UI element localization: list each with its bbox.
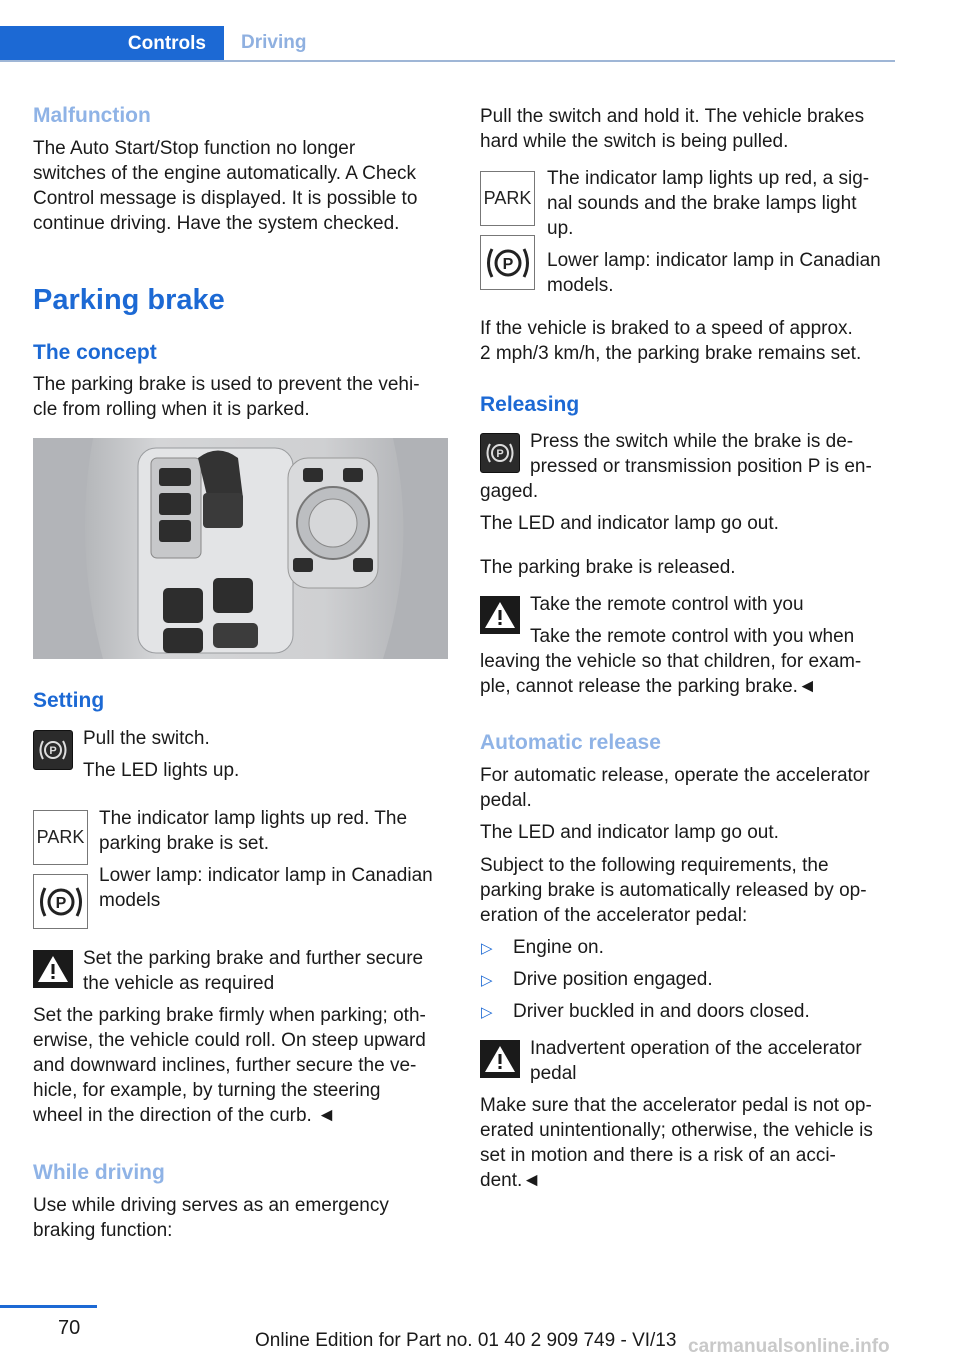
bullet-marker: ▷: [481, 1004, 493, 1021]
lower-lamp-line: Lower lamp: indicator lamp in Canadian: [99, 865, 433, 886]
warning-icon: [480, 596, 520, 634]
inadvertent-body-line: set in motion and there is a risk of an acci-: [480, 1145, 836, 1166]
auto-release-line: For automatic release, operate the accelerator: [480, 765, 870, 786]
svg-text:P: P: [55, 894, 66, 912]
releasing-line: gaged.: [480, 481, 539, 502]
indicator-line: up.: [547, 218, 574, 239]
warning-body-line: Set the parking brake firmly when parking; oth-: [33, 1005, 426, 1026]
inadvertent-body-line: Make sure that the accelerator pedal is not op-: [480, 1095, 872, 1116]
inadvertent-body-line: erated unintentionally; otherwise, the vehicle is: [480, 1120, 873, 1141]
led-out-text-2: The LED and indicator lamp go out.: [480, 822, 779, 843]
svg-text:P: P: [49, 745, 57, 757]
tab-controls[interactable]: Controls: [0, 26, 224, 62]
setting-pull-text: Pull the switch.: [83, 728, 210, 749]
concept-line: cle from rolling when it is parked.: [33, 399, 310, 420]
bullet-marker: ▷: [481, 940, 493, 957]
indicator-line: nal sounds and the brake lamps light: [547, 193, 857, 214]
watermark: carmanualsonline.info: [688, 1336, 890, 1357]
remote-line: ple, cannot release the parking brake.◄: [480, 676, 817, 697]
indicator-line: The indicator lamp lights up red, a sig-: [547, 168, 870, 189]
speed-line: 2 mph/3 km/h, the parking brake remains set.: [480, 343, 862, 364]
requirements-line: parking brake is automatically released by op-: [480, 880, 867, 901]
svg-text:P: P: [496, 448, 504, 460]
malfunction-line: Control message is displayed. It is possible to: [33, 188, 418, 209]
p-circle-lamp-icon: [33, 874, 88, 929]
inadvertent-title-line: pedal: [530, 1063, 577, 1084]
lower-lamp-line: models: [99, 890, 161, 911]
auto-release-line: pedal.: [480, 790, 532, 811]
setting-led-text: The LED lights up.: [83, 760, 240, 781]
p-circle-lamp-icon: [480, 235, 535, 290]
edition-info: Online Edition for Part no. 01 40 2 909 749 - VI/13: [255, 1330, 677, 1351]
indicator-line: The indicator lamp lights up red. The: [99, 808, 408, 829]
warning-title-line: the vehicle as required: [83, 973, 275, 994]
requirements-line: eration of the accelerator pedal:: [480, 905, 748, 926]
warning-title-line: Set the parking brake and further secure: [83, 948, 424, 969]
remote-line: Take the remote control with you when: [530, 626, 855, 647]
warning-icon: [480, 1040, 520, 1078]
list-item: Drive position engaged.: [513, 969, 713, 990]
list-item: Engine on.: [513, 937, 604, 958]
page-number: 70: [58, 1317, 81, 1339]
malfunction-line: continue driving. Have the system checked.: [33, 213, 400, 234]
park-indicator-lamp-icon: PARK: [33, 810, 88, 865]
warning-body-line: and downward inclines, further secure the ve-: [33, 1055, 417, 1076]
inadvertent-title-line: Inadvertent operation of the accelerator: [530, 1038, 862, 1059]
setting-heading: Setting: [33, 689, 105, 712]
malfunction-line: switches of the engine automatically. A Check: [33, 163, 417, 184]
svg-text:P: P: [502, 255, 513, 273]
releasing-heading: Releasing: [480, 393, 580, 416]
parking-brake-switch-icon: [33, 730, 73, 770]
releasing-line: Press the switch while the brake is de-: [530, 431, 854, 452]
pull-hold-line: Pull the switch and hold it. The vehicle brakes: [480, 106, 865, 127]
pull-hold-line: hard while the switch is being pulled.: [480, 131, 789, 152]
warning-body-line: wheel in the direction of the curb. ◄: [33, 1105, 336, 1126]
while-driving-line: braking function:: [33, 1220, 173, 1241]
chapter-header: [0, 26, 895, 62]
warning-body-line: hicle, for example, by turning the steering: [33, 1080, 381, 1101]
section-title: Parking brake: [33, 284, 225, 316]
speed-line: If the vehicle is braked to a speed of approx.: [480, 318, 853, 339]
releasing-line: pressed or transmission position P is en-: [530, 456, 872, 477]
footer-rule: [0, 1305, 97, 1308]
parking-brake-switch-icon: [480, 433, 520, 473]
concept-line: The parking brake is used to prevent the vehi-: [33, 374, 420, 395]
list-item: Driver buckled in and doors closed.: [513, 1001, 810, 1022]
header-rule: [0, 60, 895, 62]
warning-body-line: erwise, the vehicle could roll. On steep upward: [33, 1030, 426, 1051]
indicator-line: parking brake is set.: [99, 833, 270, 854]
malfunction-line: The Auto Start/Stop function no longer: [33, 138, 356, 159]
while-driving-heading: While driving: [33, 1161, 165, 1184]
warning-icon: [33, 950, 73, 988]
bullet-marker: ▷: [481, 972, 493, 989]
led-out-text: The LED and indicator lamp go out.: [480, 513, 779, 534]
while-driving-line: Use while driving serves as an emergency: [33, 1195, 389, 1216]
park-indicator-lamp-icon: PARK: [480, 171, 535, 226]
requirements-line: Subject to the following requirements, the: [480, 855, 829, 876]
concept-heading: The concept: [33, 341, 157, 364]
malfunction-heading: Malfunction: [33, 104, 151, 127]
lower-lamp-line: models.: [547, 275, 614, 296]
inadvertent-body-line: dent.◄: [480, 1170, 542, 1191]
automatic-release-heading: Automatic release: [480, 731, 661, 754]
console-photo: [33, 438, 448, 659]
released-text: The parking brake is released.: [480, 557, 736, 578]
remote-title: Take the remote control with you: [530, 594, 804, 615]
tab-driving[interactable]: Driving: [241, 32, 307, 53]
remote-line: leaving the vehicle so that children, for exam-: [480, 651, 862, 672]
console-illustration: [33, 438, 448, 659]
lower-lamp-line: Lower lamp: indicator lamp in Canadian: [547, 250, 881, 271]
